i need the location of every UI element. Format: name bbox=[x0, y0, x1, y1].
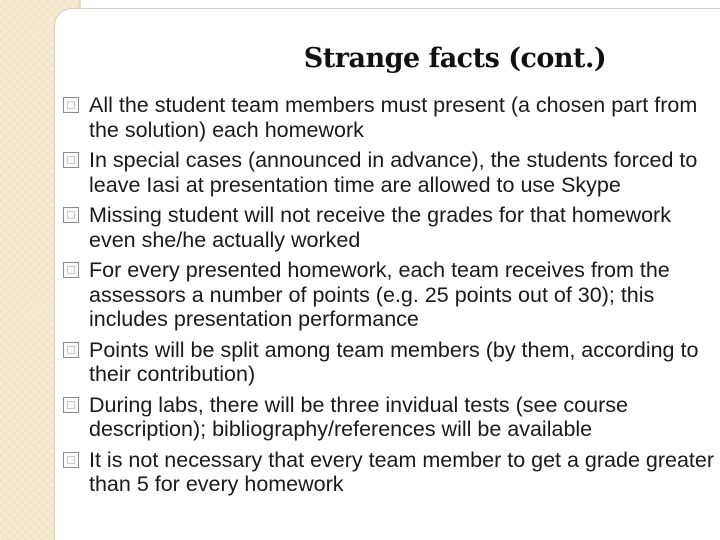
square-bullet-icon bbox=[63, 207, 79, 223]
square-bullet-icon bbox=[63, 452, 79, 468]
square-bullet-icon bbox=[63, 342, 79, 358]
bullet-list bbox=[63, 93, 720, 503]
bullet-item bbox=[63, 393, 720, 442]
slide-title: Strange facts (cont.) bbox=[303, 43, 607, 74]
square-bullet-icon bbox=[63, 97, 79, 113]
bullet-item bbox=[63, 203, 720, 252]
bullet-text: All the student team members must present (a chosen part from the solution) each homework bbox=[89, 93, 698, 142]
bullet-text: In special cases (announced in advance), the students forced to leave Iasi at presentation time are allowed to use Skype bbox=[89, 148, 698, 197]
bullet-text: It is not necessary that every team member to get a grade greater than 5 for every homework bbox=[89, 447, 715, 496]
bullet-text: Missing student will not receive the grades for that homework even she/he actually worked bbox=[89, 203, 671, 252]
bullet-text: Points will be split among team members (by them, according to their contribution) bbox=[89, 337, 699, 386]
bullet-item bbox=[63, 93, 720, 142]
bullet-item bbox=[63, 258, 720, 332]
bullet-item bbox=[63, 338, 720, 387]
square-bullet-icon bbox=[63, 152, 79, 168]
bullet-text: For every presented homework, each team receives from the assessors a number of points (e.g. 25 points out of 30); this includes presentation performance bbox=[89, 258, 670, 331]
square-bullet-icon bbox=[63, 262, 79, 278]
bullet-text: During labs, there will be three invidual tests (see course description); bibliography/references will be available bbox=[89, 392, 628, 441]
square-bullet-icon bbox=[63, 397, 79, 413]
bullet-item bbox=[63, 148, 720, 197]
bullet-item bbox=[63, 448, 720, 497]
